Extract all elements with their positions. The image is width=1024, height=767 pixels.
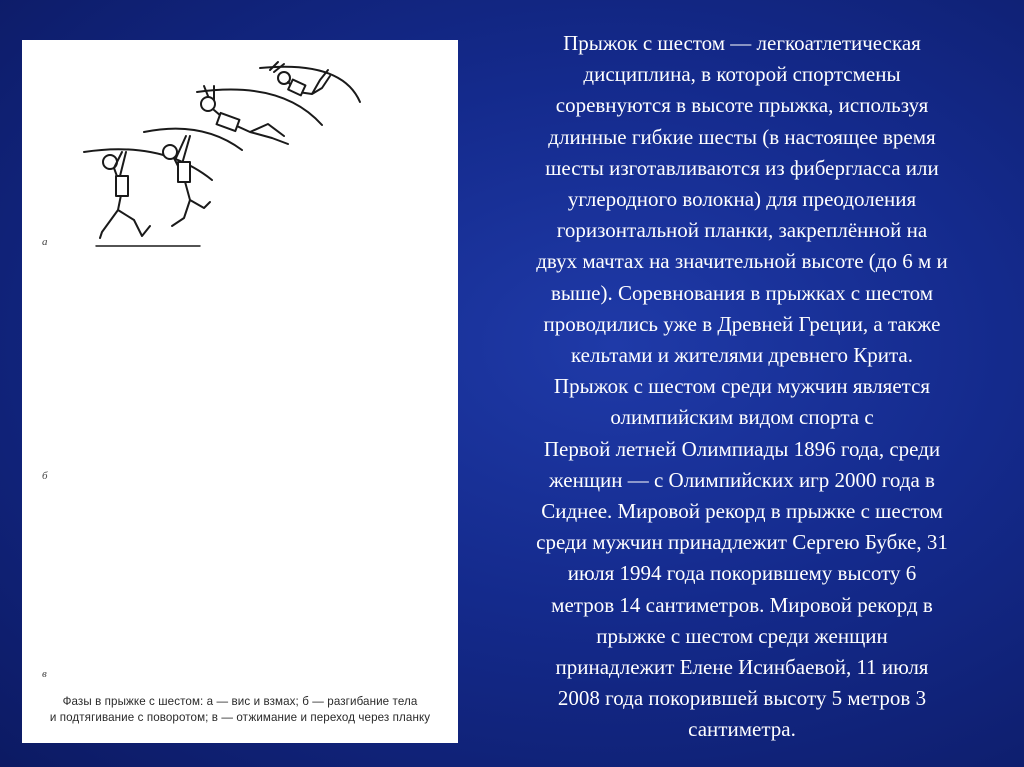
pole-vault-description bbox=[476, 28, 1008, 746]
text-line: углеродного волокна) для преодоления bbox=[567, 187, 917, 212]
text-line: выше). Соревнования в прыжках с шестом bbox=[550, 280, 933, 305]
figure-caption bbox=[28, 694, 452, 726]
text-line: олимпийским видом спорта с bbox=[610, 405, 874, 430]
phase-a-drawing bbox=[84, 62, 360, 246]
text-line: прыжке с шестом среди женщин bbox=[596, 623, 888, 648]
pole-vault-illustration bbox=[22, 40, 458, 743]
figure-caption-line-2: и подтягивание с поворотом; в — отжимание и переход через планку bbox=[49, 711, 431, 724]
text-line: сантиметра. bbox=[688, 717, 796, 742]
pole-vault-phases-figure bbox=[22, 40, 458, 743]
text-line: шесты изготавливаются из фибергласса или bbox=[545, 155, 939, 180]
text-line: принадлежит Елене Исинбаевой, 11 июля bbox=[555, 655, 929, 680]
text-line: дисциплина, в которой спортсмены bbox=[583, 62, 901, 87]
text-line: 2008 года покорившей высоту 5 метров 3 bbox=[557, 686, 927, 711]
text-line: июля 1994 года покорившему высоту 6 bbox=[567, 561, 917, 586]
text-line: женщин — с Олимпийских игр 2000 года в bbox=[549, 467, 935, 492]
text-line: двух мачтах на значительной высоте (до 6 м и bbox=[536, 249, 948, 274]
text-line: Прыжок с шестом — легкоатлетическая bbox=[563, 31, 921, 55]
phase-a-label: а bbox=[42, 236, 48, 248]
text-line: Первой летней Олимпиады 1896 года, среди bbox=[543, 436, 941, 461]
text-line: длинные гибкие шесты (в настоящее время bbox=[548, 124, 936, 149]
text-line: соревнуются в высоте прыжка, используя bbox=[555, 93, 929, 118]
phase-v-label: в bbox=[42, 668, 47, 680]
phase-b-label: б bbox=[42, 470, 48, 482]
text-line: проводились уже в Древней Греции, а также bbox=[543, 311, 941, 336]
text-line: горизонтальной планки, закреплённой на bbox=[556, 218, 928, 243]
text-line: Сиднее. Мировой рекорд в прыжке с шестом bbox=[541, 499, 943, 524]
text-line: Прыжок с шестом среди мужчин является bbox=[553, 374, 931, 399]
text-line: среди мужчин принадлежит Сергею Бубке, 31 bbox=[536, 530, 948, 555]
text-line: метров 14 сантиметров. Мировой рекорд в bbox=[551, 592, 933, 617]
figure-caption-line-1: Фазы в прыжке с шестом: а — вис и взмах; б — разгибание тела bbox=[62, 695, 418, 708]
text-line: кельтами и жителями древнего Крита. bbox=[570, 343, 913, 368]
